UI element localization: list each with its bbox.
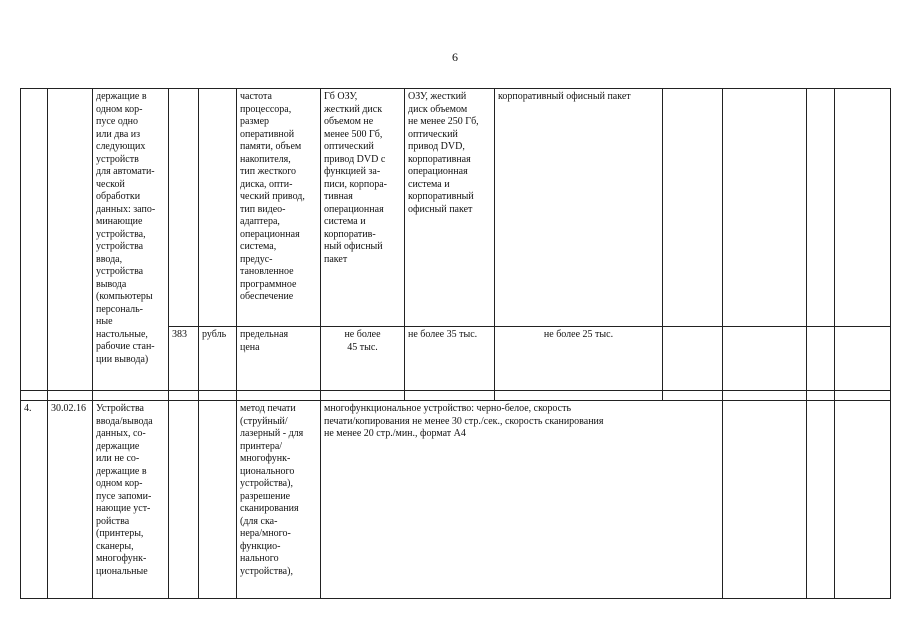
cell-extra-3 xyxy=(807,89,835,327)
cell-value-1: Гб ОЗУ, жесткий диск объемом не менее 500 Гб, оптический привод DVD с функцией за- писи, корпора- тивная операционная система и корпоратив- ный офисный пакет xyxy=(321,89,405,327)
cell-extra-3 xyxy=(807,401,835,599)
cell-extra-4 xyxy=(835,89,891,327)
cell-value-merged: многофункциональное устройство: черно-белое, скорость печати/копирования не менее 30 стр./сек., скорость сканирования не менее 20 стр./мин., формат А4 xyxy=(321,401,723,599)
cell-price-2: не более 35 тыс. xyxy=(405,327,495,391)
cell-price-1: не более 45 тыс. xyxy=(321,327,405,391)
cell-code xyxy=(169,401,199,599)
page-number: 6 xyxy=(452,50,458,64)
cell-unit xyxy=(199,89,237,327)
cell-code: 383 xyxy=(169,327,199,391)
cell-extra-4 xyxy=(835,327,891,391)
cell-characteristic: метод печати (струйный/ лазерный - для принтера/ многофунк- ционального устройства), разрешение сканирования (для ска- нера/много- функцио- нального устройства), xyxy=(237,401,321,599)
cell-characteristic: предельная цена xyxy=(237,327,321,391)
table-row xyxy=(21,89,891,327)
cell-value-2: ОЗУ, жесткий диск объемом не менее 250 Гб, оптический привод DVD, корпоративная операционная система и корпоративный офисный пакет xyxy=(405,89,495,327)
cell-extra-2 xyxy=(723,401,807,599)
cell-extra-1 xyxy=(663,89,723,327)
cell-num xyxy=(21,89,48,391)
cell-unit: рубль xyxy=(199,327,237,391)
cell-characteristic: частота процессора, размер оперативной памяти, объем накопителя, тип жесткого диска, опти- ческий привод, тип видео- адаптера, операционная система, предус- тановленное программное обеспечение xyxy=(237,89,321,327)
cell-product-name: держащие в одном кор- пусе одно или два из следующих устройств для автомати- ческой обработки данных: запо- минающие устройства, устройства ввода, устройства вывода (компьютеры персональ- ные настольные, рабочие стан- ции вывода) xyxy=(93,89,169,391)
cell-extra-2 xyxy=(723,89,807,327)
cell-okpd: 30.02.16 xyxy=(48,401,93,599)
cell-extra-1 xyxy=(663,327,723,391)
cell-product-name: Устройства ввода/вывода данных, со- держащие или не со- держащие в одном кор- пусе запоми- нающие уст- ройства (принтеры, сканеры, многофунк- циональные xyxy=(93,401,169,599)
row-separator xyxy=(21,391,891,401)
cell-num: 4. xyxy=(21,401,48,599)
table-row xyxy=(21,401,891,599)
cell-extra-3 xyxy=(807,327,835,391)
cell-extra-4 xyxy=(835,401,891,599)
cell-extra-2 xyxy=(723,327,807,391)
cell-code xyxy=(169,89,199,327)
requirements-table xyxy=(20,88,891,599)
cell-okpd xyxy=(48,89,93,391)
cell-unit xyxy=(199,401,237,599)
cell-value-3: корпоративный офисный пакет xyxy=(495,89,663,327)
cell-price-3: не более 25 тыс. xyxy=(495,327,663,391)
